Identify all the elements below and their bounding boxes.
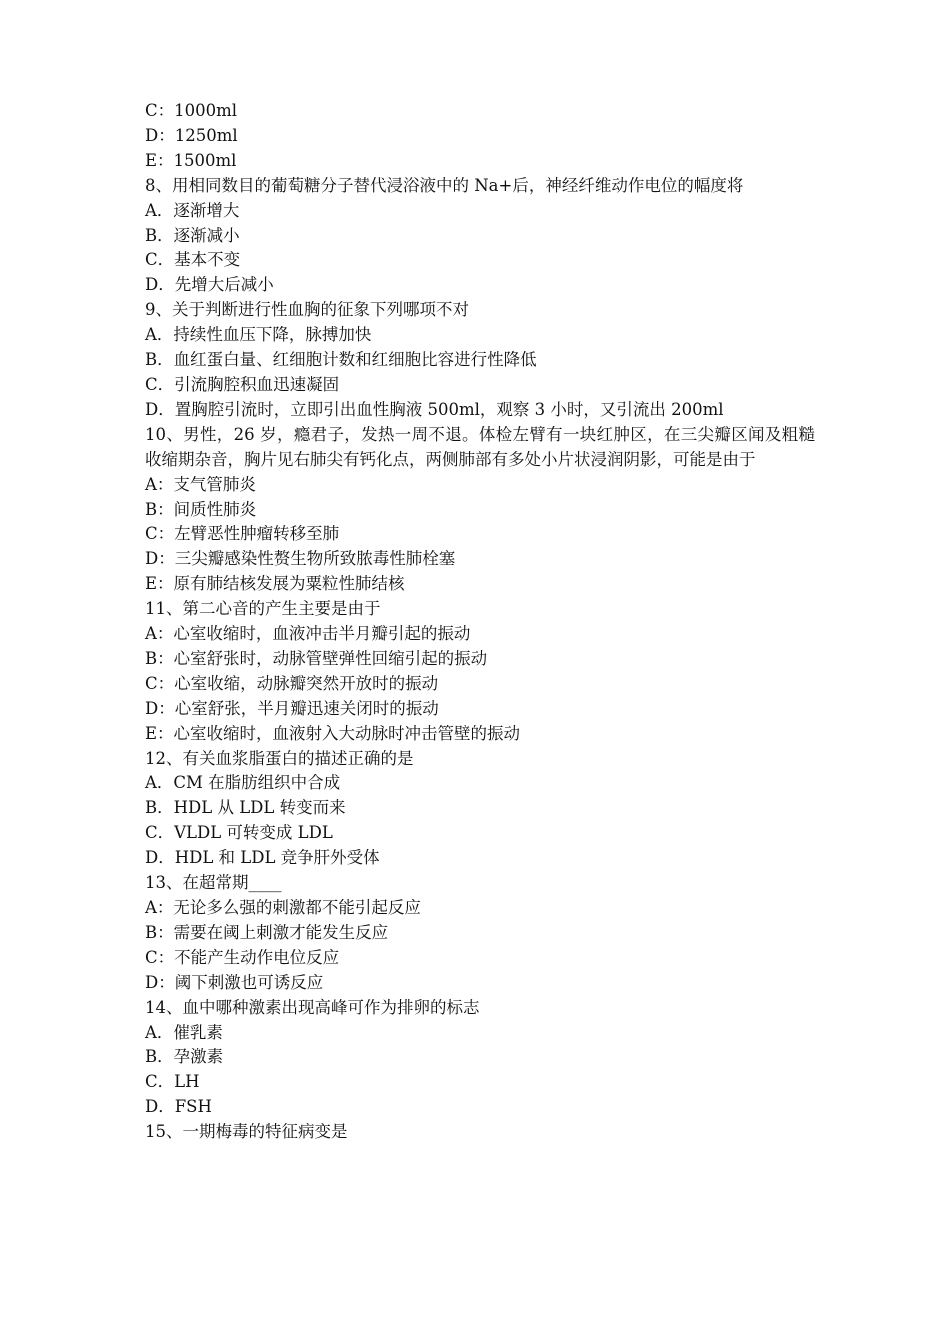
- option-e-q11: E：心室收缩时，血液射入大动脉时冲击管壁的振动: [145, 723, 521, 743]
- option-d-q13: D：阈下刺激也可诱反应: [145, 972, 324, 992]
- question-12: 12、有关血浆脂蛋白的描述正确的是: [145, 748, 414, 768]
- option-b-q14: B．孕激素: [145, 1047, 224, 1067]
- question-14: 14、血中哪种激素出现高峰可作为排卵的标志: [145, 997, 480, 1017]
- option-c-q9: C．引流胸腔积血迅速凝固: [145, 374, 340, 394]
- option-a-q13: A：无论多么强的刺激都不能引起反应: [145, 898, 421, 917]
- option-e-q10: E：原有肺结核发展为粟粒性肺结核: [145, 574, 405, 594]
- option-d-q8: D．先增大后减小: [145, 275, 274, 295]
- question-9: 9、关于判断进行性血胸的征象下列哪项不对: [145, 300, 469, 320]
- option-d-q7: D：1250ml: [145, 125, 238, 145]
- option-d-q12: D．HDL 和 LDL 竞争肝外受体: [145, 848, 380, 868]
- option-c-q12: C．VLDL 可转变成 LDL: [145, 823, 333, 843]
- option-b-q11: B：心室舒张时，动脉管壁弹性回缩引起的振动: [145, 648, 488, 668]
- option-a-q8: A．逐渐增大: [145, 200, 240, 220]
- option-c-q13: C：不能产生动作电位反应: [145, 947, 340, 967]
- option-c-q14: C．LH: [145, 1072, 200, 1092]
- option-e-q7: E：1500ml: [145, 150, 237, 170]
- option-b-q10: B：间质性肺炎: [145, 499, 257, 519]
- option-a-q14: A．催乳素: [145, 1022, 223, 1042]
- question-10: 10、男性，26 岁，瘾君子，发热一周不退。体检左臂有一块红肿区，在三尖瓣区闻及粗糙收缩期杂音，胸片见右肺尖有钙化点，两侧肺部有多处小片状浸润阴影，可能是由于: [145, 424, 815, 469]
- option-b-q8: B．逐渐减小: [145, 225, 240, 245]
- option-b-q9: B．血红蛋白量、红细胞计数和红细胞比容进行性降低: [145, 350, 537, 370]
- question-11: 11、第二心音的产生主要是由于: [145, 599, 381, 619]
- option-a-q10: A：支气管肺炎: [145, 474, 256, 494]
- document-body: [145, 99, 815, 1145]
- option-c-q7: C：1000ml: [145, 101, 238, 120]
- question-15: 15、一期梅毒的特征病变是: [145, 1122, 348, 1142]
- option-c-q8: C．基本不变: [145, 250, 241, 270]
- option-a-q11: A：心室收缩时，血液冲击半月瓣引起的振动: [145, 624, 471, 644]
- option-d-q11: D：心室舒张，半月瓣迅速关闭时的振动: [145, 698, 439, 718]
- option-d-q14: D．FSH: [145, 1097, 212, 1117]
- option-d-q9: D．置胸腔引流时，立即引出血性胸液 500ml，观察 3 小时，又引流出 200ml: [145, 399, 724, 419]
- question-13: 13、在超常期____: [145, 873, 282, 893]
- option-c-q11: C：心室收缩，动脉瓣突然开放时的振动: [145, 673, 439, 693]
- option-b-q12: B．HDL 从 LDL 转变而来: [145, 798, 346, 818]
- option-c-q10: C：左臂恶性肿瘤转移至肺: [145, 524, 340, 544]
- question-8: 8、用相同数目的葡萄糖分子替代浸浴液中的 Na+后，神经纤维动作电位的幅度将: [145, 175, 744, 195]
- option-a-q9: A．持续性血压下降，脉搏加快: [145, 325, 372, 345]
- option-a-q12: A．CM 在脂肪组织中合成: [145, 773, 341, 793]
- option-b-q13: B：需要在阈上刺激才能发生反应: [145, 922, 389, 942]
- option-d-q10: D：三尖瓣感染性赘生物所致脓毒性肺栓塞: [145, 549, 456, 569]
